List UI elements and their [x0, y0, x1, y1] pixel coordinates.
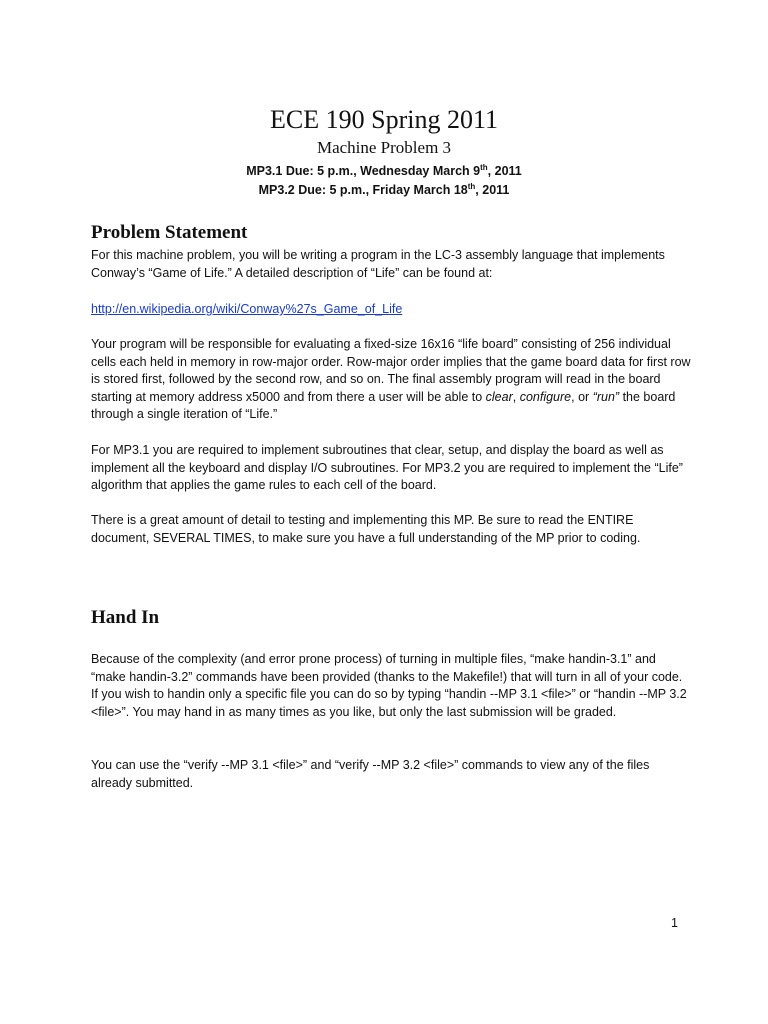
configure-term: configure — [519, 389, 572, 404]
due-date-mp32-year: , 2011 — [475, 183, 510, 197]
section-heading-problem-statement: Problem Statement — [91, 222, 248, 243]
separator: , — [512, 389, 520, 404]
problem-intro-paragraph: For this machine problem, you will be writing a program in the LC-3 assembly language that implements Conway’s “Game of Life.” A detailed description of “Life” can be found at: — [91, 248, 665, 280]
due-date-mp31-year: , 2011 — [487, 164, 522, 178]
clear-term: clear — [485, 389, 513, 404]
verify-paragraph: You can use the “verify --MP 3.1 <file>” and “verify --MP 3.2 <file>” commands to view any of the files already submitted. — [91, 758, 650, 790]
document-subtitle: Machine Problem 3 — [316, 138, 452, 157]
life-board-text-end: the board through a single iteration of “Life.” — [91, 389, 676, 422]
due-date-mp32-text: MP3.2 Due: 5 p.m., Friday March 18 — [258, 183, 468, 197]
life-board-paragraph — [91, 336, 691, 424]
testing-note-paragraph: There is a great amount of detail to testing and implementing this MP. Be sure to read the ENTIRE document, SEVERAL TIMES, to make sure you have a full understanding of the MP prior to coding. — [91, 513, 641, 545]
requirements-paragraph: For MP3.1 you are required to implement subroutines that clear, setup, and display the board as well as implement all the keyboard and display I/O subroutines. For MP3.2 you are required to implement the “Life” algorithm that applies the game rules to each cell of the board. — [91, 443, 683, 493]
due-date-mp31 — [0, 162, 768, 180]
due-date-mp31-text: MP3.1 Due: 5 p.m., Wednesday March 9 — [246, 164, 481, 178]
document-title: ECE 190 Spring 2011 — [270, 105, 498, 134]
run-term: “run” — [592, 389, 620, 404]
due-date-mp31-ordinal: th — [480, 162, 488, 172]
due-date-mp32 — [0, 181, 768, 199]
due-date-mp32-ordinal: th — [467, 181, 476, 191]
wikipedia-link[interactable]: http://en.wikipedia.org/wiki/Conway%27s_Game_of_Life — [91, 302, 403, 316]
handin-paragraph: Because of the complexity (and error prone process) of turning in multiple files, “make handin-3.1” and “make handin-3.2” commands have been provided (thanks to the Makefile!) that will turn in all of your code. If you wish to handin only a specific file you can do so by typing “handin --MP 3.1 <file>” or “handin --MP 3.2 <file>”. You may hand in as many times as you like, but only the last submission will be graded. — [91, 652, 687, 719]
page-number: 1 — [671, 916, 678, 930]
section-heading-hand-in: Hand In — [91, 607, 160, 628]
separator: , or — [571, 389, 593, 404]
life-board-text: Your program will be responsible for evaluating a fixed-size 16x16 “life board” consisting of 256 individual cells each held in memory in row-major order. Row-major order implies that the game board data for first row is stored first, followed by the second row, and so on. The final assembly program will read in the board starting at memory address x5000 and from there a user will be able to — [91, 337, 691, 404]
